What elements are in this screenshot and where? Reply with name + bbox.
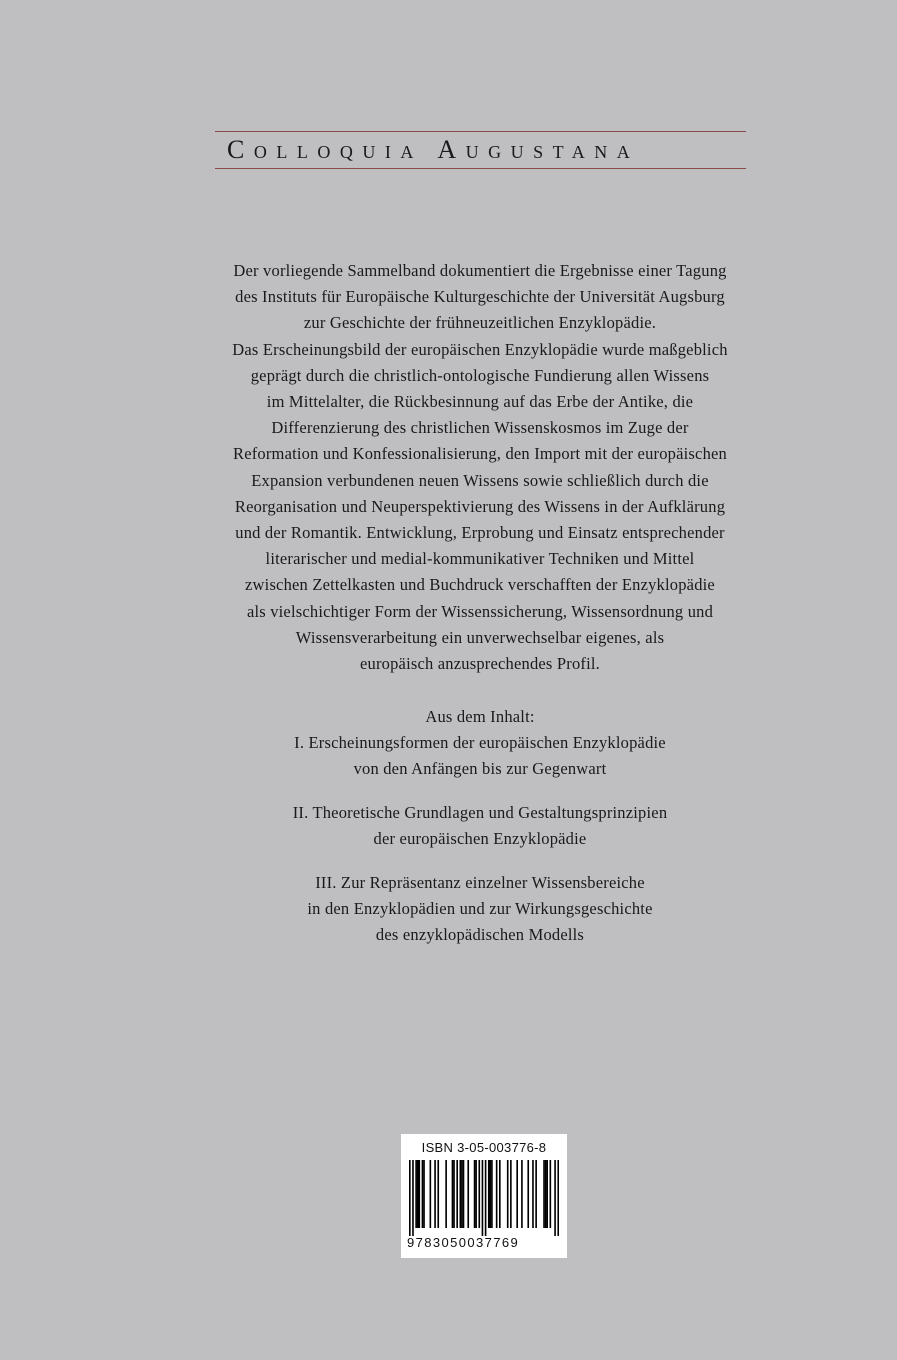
- barcode-label: [401, 1134, 567, 1258]
- blurb-text: [180, 258, 780, 677]
- barcode-bar: [460, 1160, 462, 1228]
- blurb-line: Reorganisation und Neuperspektivierung des Wissens in der Aufklärung: [234, 496, 726, 516]
- barcode-bar: [445, 1160, 447, 1228]
- barcode-bar: [423, 1160, 425, 1228]
- barcode-bar: [535, 1160, 537, 1228]
- barcode-bar: [452, 1160, 454, 1228]
- series-header: [215, 131, 746, 169]
- barcode-bar: [475, 1160, 477, 1228]
- blurb-line: geprägt durch die christlich-ontologische Fundierung allen Wissens: [250, 365, 710, 385]
- contents-item-line: in den Enzyklopädien und zur Wirkungsgeschichte: [307, 899, 653, 918]
- contents-item-line: der europäischen Enzyklopädie: [373, 829, 587, 848]
- barcode-bar: [516, 1160, 518, 1228]
- barcode-bar: [463, 1160, 465, 1228]
- blurb-line: europäisch anzusprechendes Profil.: [359, 654, 600, 674]
- contents-item-line: III. Zur Repräsentanz einzelner Wissensbereiche: [315, 873, 645, 892]
- barcode-bar: [527, 1160, 529, 1228]
- contents-item: [180, 870, 780, 948]
- isbn-text: ISBN 3-05-003776-8: [421, 1140, 547, 1155]
- blurb-line: im Mittelalter, die Rückbesinnung auf das Erbe der Antike, die: [266, 392, 694, 412]
- barcode-bar: [461, 1160, 463, 1228]
- contents-item-line: I. Erscheinungsformen der europäischen Enzyklopädie: [294, 733, 666, 752]
- contents-item-line: von den Anfängen bis zur Gegenwart: [353, 759, 607, 778]
- barcode-bar: [417, 1160, 419, 1228]
- barcode-bar: [510, 1160, 512, 1228]
- barcode-bar: [496, 1160, 498, 1228]
- blurb-line: Reformation und Konfessionalisierung, den Import mit der europäischen: [232, 444, 728, 464]
- ean-digits: 9783050037769: [407, 1235, 520, 1250]
- blurb-line: literarischer und medial-kommunikativer Techniken und Mittel: [265, 549, 695, 569]
- blurb-line: und der Romantik. Entwicklung, Erprobung und Einsatz entsprechender: [235, 523, 725, 543]
- contents-section: [180, 704, 780, 948]
- barcode-guard-bar: [482, 1160, 484, 1236]
- barcode-guard-bar: [409, 1160, 411, 1236]
- blurb-line: Differenzierung des christlichen Wissenskosmos im Zuge der: [271, 418, 689, 438]
- blurb-line: Der vorliegende Sammelband dokumentiert die Ergebnisse einer Tagung: [233, 261, 727, 280]
- barcode-bar: [546, 1160, 548, 1228]
- barcode-bar: [437, 1160, 439, 1228]
- barcode-bar: [453, 1160, 455, 1228]
- blurb-line: Das Erscheinungsbild der europäischen Enzyklopädie wurde maßgeblich: [232, 339, 728, 359]
- barcode-guard-bar: [412, 1160, 414, 1236]
- contents-item: [180, 800, 780, 852]
- barcode-guard-bar: [485, 1160, 487, 1236]
- blurb-line: Wissensverarbeitung ein unverwechselbar eigenes, als: [295, 627, 665, 647]
- barcode-bar: [418, 1160, 420, 1228]
- barcode-guard-bar: [557, 1160, 559, 1236]
- contents-item-line: II. Theoretische Grundlagen und Gestaltungsprinzipien: [292, 803, 668, 822]
- barcode-bar: [532, 1160, 534, 1228]
- barcode-bar: [430, 1160, 432, 1228]
- series-title: Colloquia Augustana: [227, 135, 640, 164]
- barcode-bar: [488, 1160, 490, 1228]
- barcode-bar: [474, 1160, 476, 1228]
- blurb-line: Expansion verbundenen neuen Wissens sowie schließlich durch die: [251, 470, 709, 490]
- barcode-bar: [543, 1160, 545, 1228]
- barcode-bar: [550, 1160, 552, 1228]
- barcode-icon: [409, 1160, 559, 1236]
- barcode-bar: [456, 1160, 458, 1228]
- barcode-bar: [467, 1160, 469, 1228]
- contents-heading: Aus dem Inhalt:: [425, 707, 535, 726]
- barcode-bar: [521, 1160, 523, 1228]
- barcode-bar: [422, 1160, 424, 1228]
- barcode-bar: [478, 1160, 480, 1228]
- barcode-guard-bar: [554, 1160, 556, 1236]
- blurb-line: des Instituts für Europäische Kulturgeschichte der Universität Augsburg: [235, 287, 725, 307]
- contents-item: [180, 730, 780, 782]
- contents-item-line: des enzyklopädischen Modells: [375, 925, 585, 944]
- blurb-line: zwischen Zettelkasten und Buchdruck verschafften der Enzyklopädie: [245, 575, 715, 595]
- barcode-bar: [434, 1160, 436, 1228]
- barcode-bar: [415, 1160, 417, 1228]
- barcode-bar: [507, 1160, 509, 1228]
- barcode-bar: [545, 1160, 547, 1228]
- blurb-line: als vielschichtiger Form der Wissenssicherung, Wissensordnung und: [246, 601, 714, 621]
- blurb-paragraph: [180, 258, 780, 677]
- barcode-bar: [491, 1160, 493, 1228]
- barcode-bar: [499, 1160, 501, 1228]
- barcode-bar: [490, 1160, 492, 1228]
- blurb-line: zur Geschichte der frühneuzeitlichen Enzyklopädie.: [303, 313, 657, 333]
